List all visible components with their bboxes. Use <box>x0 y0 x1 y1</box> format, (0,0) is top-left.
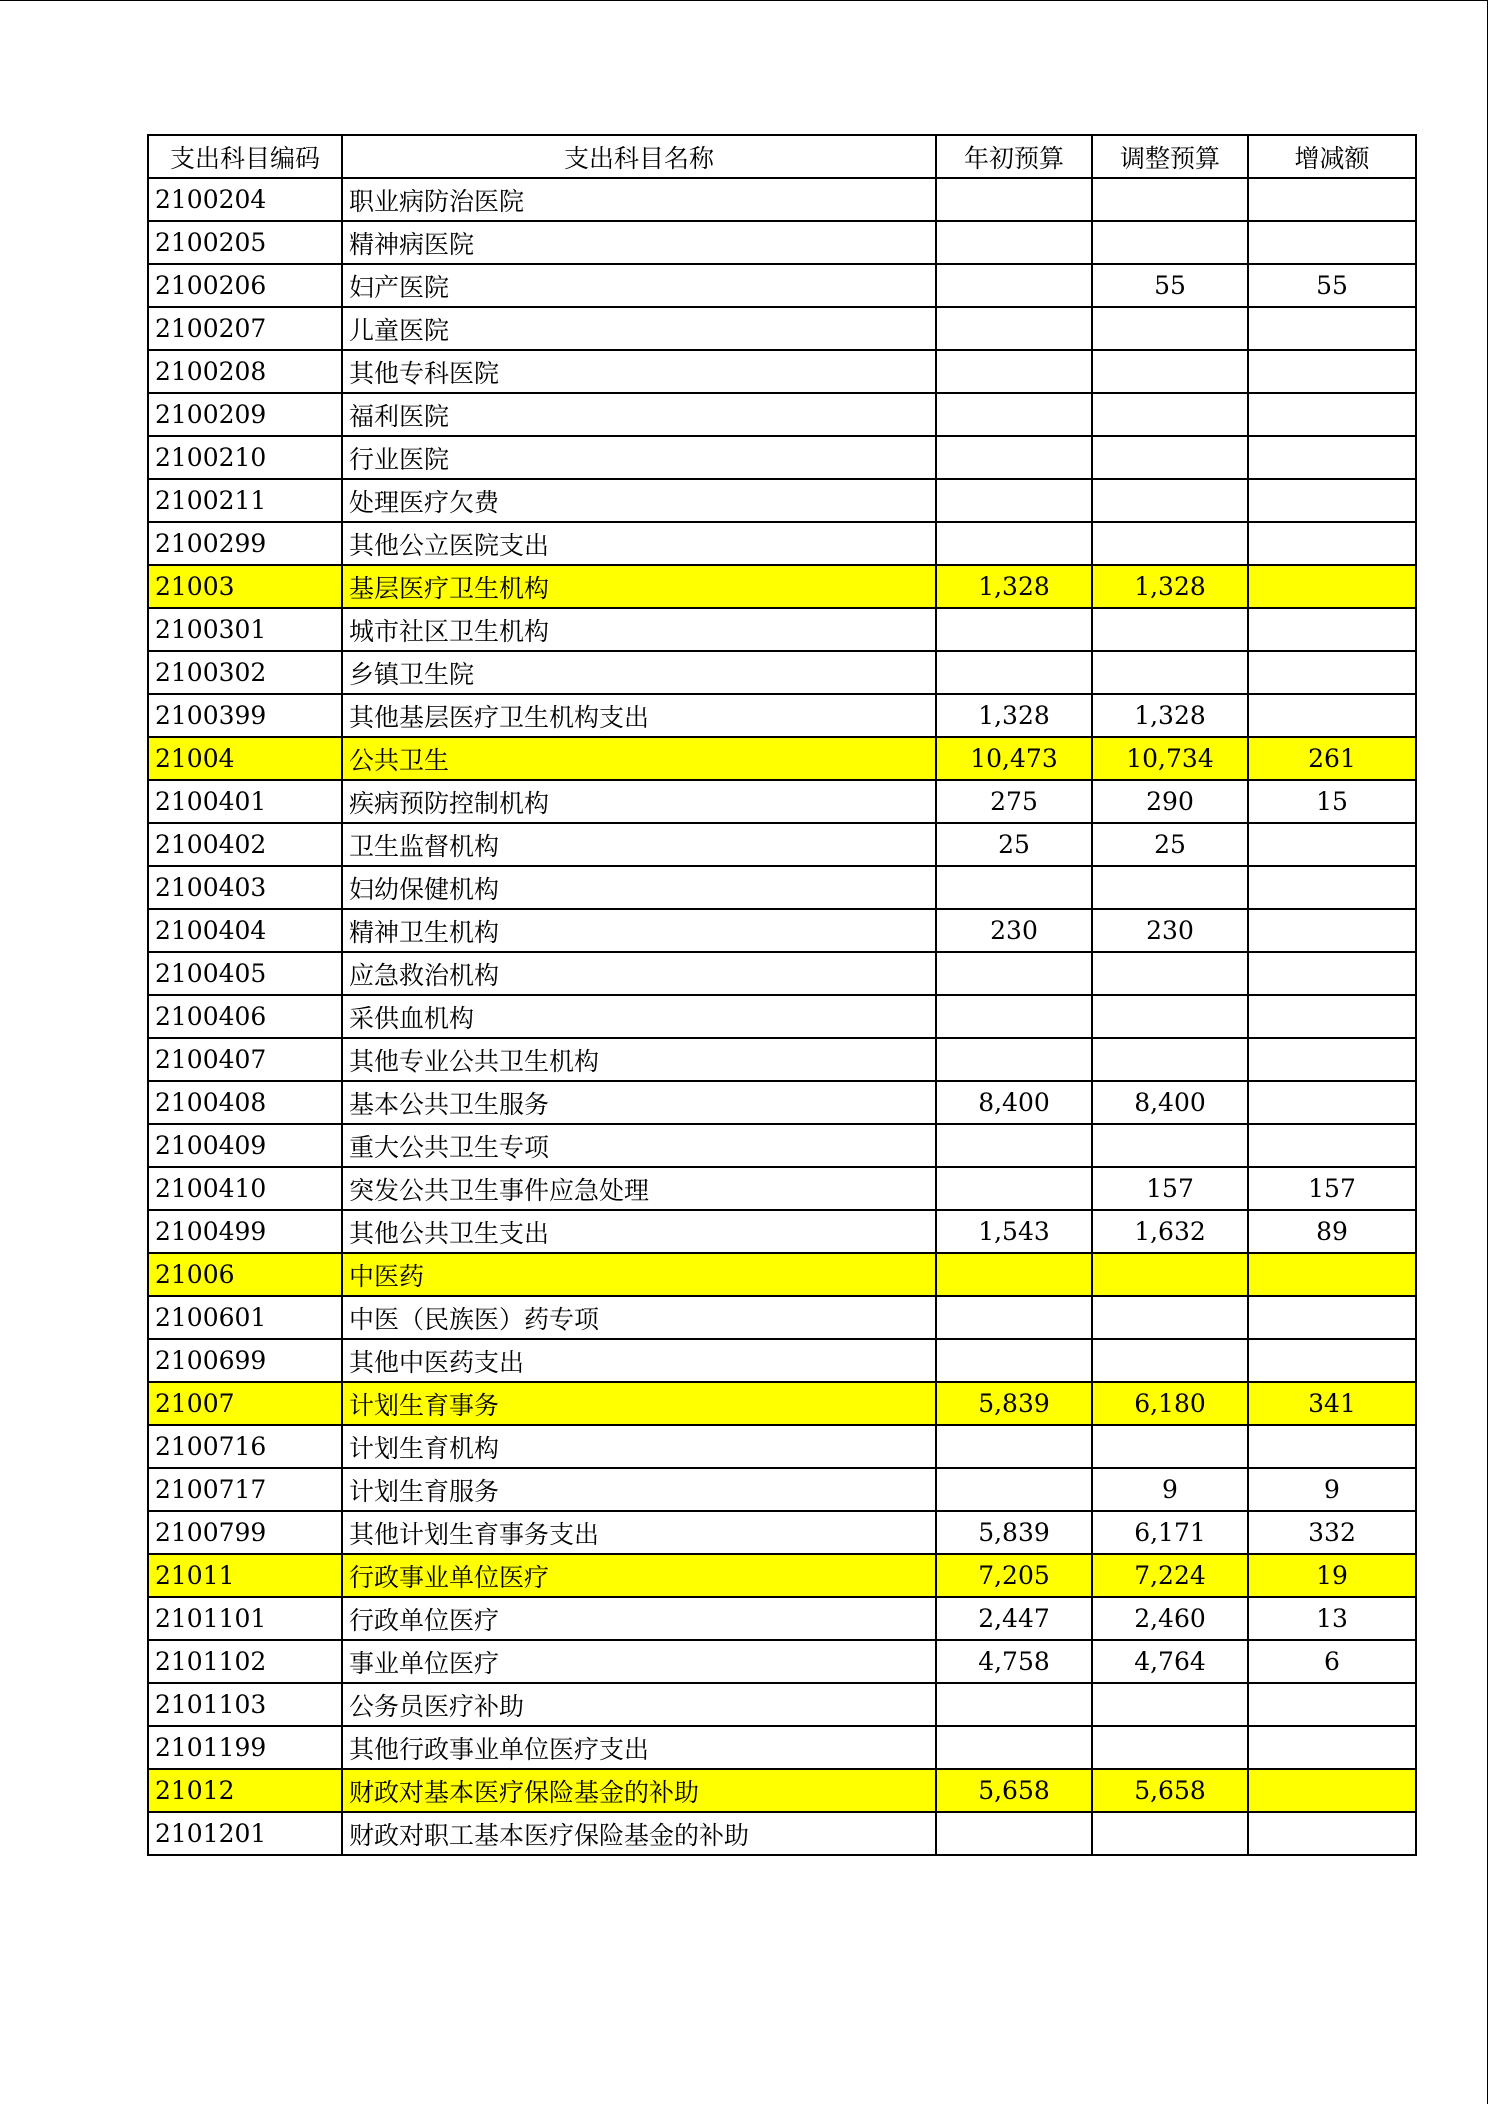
cell-adjusted-budget: 1,328 <box>1092 565 1248 608</box>
header-code: 支出科目编码 <box>148 135 342 178</box>
cell-change <box>1248 393 1416 436</box>
cell-change <box>1248 866 1416 909</box>
cell-adjusted-budget <box>1092 651 1248 694</box>
cell-adjusted-budget: 2,460 <box>1092 1597 1248 1640</box>
cell-change <box>1248 436 1416 479</box>
cell-code: 21006 <box>148 1253 342 1296</box>
cell-name: 计划生育事务 <box>342 1382 936 1425</box>
table-row <box>148 1468 1416 1511</box>
cell-name: 基本公共卫生服务 <box>342 1081 936 1124</box>
cell-adjusted-budget: 1,632 <box>1092 1210 1248 1253</box>
cell-change: 19 <box>1248 1554 1416 1597</box>
cell-code: 2100210 <box>148 436 342 479</box>
cell-initial-budget: 1,328 <box>936 565 1092 608</box>
table-row <box>148 823 1416 866</box>
table-row <box>148 995 1416 1038</box>
cell-name: 处理医疗欠费 <box>342 479 936 522</box>
cell-change <box>1248 1769 1416 1812</box>
cell-code: 2100301 <box>148 608 342 651</box>
cell-code: 2100405 <box>148 952 342 995</box>
cell-change <box>1248 1683 1416 1726</box>
cell-change <box>1248 995 1416 1038</box>
table-row <box>148 1081 1416 1124</box>
cell-initial-budget: 275 <box>936 780 1092 823</box>
cell-name: 中医药 <box>342 1253 936 1296</box>
table-body <box>148 178 1416 1855</box>
cell-adjusted-budget: 6,171 <box>1092 1511 1248 1554</box>
page-border-top <box>0 0 1488 1</box>
cell-initial-budget <box>936 393 1092 436</box>
cell-code: 2100399 <box>148 694 342 737</box>
table-row-category <box>148 1253 1416 1296</box>
cell-name: 精神卫生机构 <box>342 909 936 952</box>
table-row <box>148 608 1416 651</box>
table-row <box>148 350 1416 393</box>
cell-code: 2100799 <box>148 1511 342 1554</box>
cell-change <box>1248 1425 1416 1468</box>
cell-adjusted-budget <box>1092 1339 1248 1382</box>
cell-change: 157 <box>1248 1167 1416 1210</box>
cell-code: 2100409 <box>148 1124 342 1167</box>
cell-name: 行业医院 <box>342 436 936 479</box>
table-row <box>148 1511 1416 1554</box>
cell-name: 计划生育服务 <box>342 1468 936 1511</box>
cell-change <box>1248 1124 1416 1167</box>
header-change: 增减额 <box>1248 135 1416 178</box>
cell-adjusted-budget: 157 <box>1092 1167 1248 1210</box>
cell-adjusted-budget: 9 <box>1092 1468 1248 1511</box>
header-row <box>148 135 1416 178</box>
cell-initial-budget <box>936 608 1092 651</box>
cell-adjusted-budget: 5,658 <box>1092 1769 1248 1812</box>
cell-initial-budget: 5,839 <box>936 1511 1092 1554</box>
cell-change: 89 <box>1248 1210 1416 1253</box>
cell-name: 其他公共卫生支出 <box>342 1210 936 1253</box>
table-row <box>148 307 1416 350</box>
budget-table <box>147 134 1417 1856</box>
cell-initial-budget <box>936 1683 1092 1726</box>
table-row <box>148 651 1416 694</box>
cell-code: 2101103 <box>148 1683 342 1726</box>
cell-initial-budget <box>936 952 1092 995</box>
cell-code: 21012 <box>148 1769 342 1812</box>
cell-change <box>1248 608 1416 651</box>
table-row-category <box>148 1554 1416 1597</box>
table-row <box>148 479 1416 522</box>
cell-adjusted-budget <box>1092 1812 1248 1855</box>
cell-initial-budget: 4,758 <box>936 1640 1092 1683</box>
cell-code: 21007 <box>148 1382 342 1425</box>
table-row <box>148 1038 1416 1081</box>
cell-change: 332 <box>1248 1511 1416 1554</box>
cell-code: 2100206 <box>148 264 342 307</box>
table-row <box>148 1210 1416 1253</box>
cell-code: 2101199 <box>148 1726 342 1769</box>
cell-code: 2100204 <box>148 178 342 221</box>
cell-change <box>1248 1726 1416 1769</box>
cell-initial-budget <box>936 651 1092 694</box>
cell-code: 2100207 <box>148 307 342 350</box>
cell-initial-budget <box>936 350 1092 393</box>
table-row <box>148 780 1416 823</box>
cell-adjusted-budget <box>1092 1296 1248 1339</box>
cell-adjusted-budget <box>1092 1124 1248 1167</box>
table-row <box>148 694 1416 737</box>
cell-change: 55 <box>1248 264 1416 307</box>
cell-code: 2100410 <box>148 1167 342 1210</box>
cell-code: 2101102 <box>148 1640 342 1683</box>
cell-code: 21011 <box>148 1554 342 1597</box>
cell-name: 疾病预防控制机构 <box>342 780 936 823</box>
cell-change <box>1248 1812 1416 1855</box>
cell-change <box>1248 1296 1416 1339</box>
table-row <box>148 178 1416 221</box>
cell-change <box>1248 1038 1416 1081</box>
cell-name: 行政事业单位医疗 <box>342 1554 936 1597</box>
cell-name: 财政对职工基本医疗保险基金的补助 <box>342 1812 936 1855</box>
cell-name: 精神病医院 <box>342 221 936 264</box>
cell-adjusted-budget: 290 <box>1092 780 1248 823</box>
table-row <box>148 1124 1416 1167</box>
table-row <box>148 1683 1416 1726</box>
cell-name: 妇幼保健机构 <box>342 866 936 909</box>
cell-name: 计划生育机构 <box>342 1425 936 1468</box>
cell-adjusted-budget: 230 <box>1092 909 1248 952</box>
table-row <box>148 264 1416 307</box>
cell-initial-budget <box>936 479 1092 522</box>
cell-adjusted-budget <box>1092 393 1248 436</box>
cell-code: 2100699 <box>148 1339 342 1382</box>
cell-initial-budget <box>936 178 1092 221</box>
table-row <box>148 1167 1416 1210</box>
cell-initial-budget <box>936 995 1092 1038</box>
cell-initial-budget <box>936 221 1092 264</box>
cell-code: 2100407 <box>148 1038 342 1081</box>
cell-change: 261 <box>1248 737 1416 780</box>
cell-initial-budget <box>936 1726 1092 1769</box>
cell-adjusted-budget: 4,764 <box>1092 1640 1248 1683</box>
table-row <box>148 221 1416 264</box>
cell-code: 21004 <box>148 737 342 780</box>
cell-initial-budget: 10,473 <box>936 737 1092 780</box>
cell-change <box>1248 565 1416 608</box>
cell-code: 21003 <box>148 565 342 608</box>
cell-name: 事业单位医疗 <box>342 1640 936 1683</box>
cell-name: 公务员医疗补助 <box>342 1683 936 1726</box>
cell-initial-budget: 230 <box>936 909 1092 952</box>
cell-name: 城市社区卫生机构 <box>342 608 936 651</box>
cell-name: 儿童医院 <box>342 307 936 350</box>
table-row <box>148 436 1416 479</box>
header-initial-budget: 年初预算 <box>936 135 1092 178</box>
cell-initial-budget: 5,658 <box>936 1769 1092 1812</box>
cell-initial-budget <box>936 522 1092 565</box>
table-row <box>148 1597 1416 1640</box>
cell-code: 2100299 <box>148 522 342 565</box>
cell-initial-budget: 5,839 <box>936 1382 1092 1425</box>
table-row <box>148 1296 1416 1339</box>
cell-name: 妇产医院 <box>342 264 936 307</box>
cell-code: 2100205 <box>148 221 342 264</box>
cell-change <box>1248 952 1416 995</box>
cell-initial-budget <box>936 436 1092 479</box>
cell-change <box>1248 522 1416 565</box>
cell-code: 2100404 <box>148 909 342 952</box>
cell-initial-budget <box>936 1468 1092 1511</box>
cell-name: 其他行政事业单位医疗支出 <box>342 1726 936 1769</box>
cell-name: 其他计划生育事务支出 <box>342 1511 936 1554</box>
cell-change <box>1248 1253 1416 1296</box>
cell-code: 2100211 <box>148 479 342 522</box>
table-row-category <box>148 565 1416 608</box>
table-row-category <box>148 1382 1416 1425</box>
table-row-category <box>148 737 1416 780</box>
cell-adjusted-budget: 8,400 <box>1092 1081 1248 1124</box>
cell-adjusted-budget <box>1092 952 1248 995</box>
cell-code: 2100209 <box>148 393 342 436</box>
cell-code: 2100402 <box>148 823 342 866</box>
table-row-category <box>148 1769 1416 1812</box>
cell-change: 9 <box>1248 1468 1416 1511</box>
cell-adjusted-budget <box>1092 1726 1248 1769</box>
cell-adjusted-budget: 55 <box>1092 264 1248 307</box>
cell-code: 2100208 <box>148 350 342 393</box>
cell-adjusted-budget <box>1092 1253 1248 1296</box>
table-row <box>148 1640 1416 1683</box>
cell-code: 2101101 <box>148 1597 342 1640</box>
cell-initial-budget <box>936 1038 1092 1081</box>
cell-name: 采供血机构 <box>342 995 936 1038</box>
cell-adjusted-budget <box>1092 522 1248 565</box>
cell-code: 2100408 <box>148 1081 342 1124</box>
table-row <box>148 1812 1416 1855</box>
cell-name: 财政对基本医疗保险基金的补助 <box>342 1769 936 1812</box>
table-row <box>148 1726 1416 1769</box>
header-adjusted-budget: 调整预算 <box>1092 135 1248 178</box>
cell-change <box>1248 221 1416 264</box>
cell-name: 其他中医药支出 <box>342 1339 936 1382</box>
cell-name: 基层医疗卫生机构 <box>342 565 936 608</box>
cell-code: 2100601 <box>148 1296 342 1339</box>
cell-change <box>1248 178 1416 221</box>
cell-name: 福利医院 <box>342 393 936 436</box>
cell-initial-budget: 1,328 <box>936 694 1092 737</box>
cell-code: 2100406 <box>148 995 342 1038</box>
cell-initial-budget <box>936 1253 1092 1296</box>
cell-name: 卫生监督机构 <box>342 823 936 866</box>
cell-adjusted-budget <box>1092 608 1248 651</box>
cell-initial-budget: 2,447 <box>936 1597 1092 1640</box>
cell-adjusted-budget: 7,224 <box>1092 1554 1248 1597</box>
cell-initial-budget <box>936 307 1092 350</box>
cell-initial-budget <box>936 1167 1092 1210</box>
table-row <box>148 393 1416 436</box>
cell-initial-budget <box>936 1296 1092 1339</box>
cell-initial-budget: 8,400 <box>936 1081 1092 1124</box>
cell-initial-budget <box>936 264 1092 307</box>
cell-name: 其他基层医疗卫生机构支出 <box>342 694 936 737</box>
header-name: 支出科目名称 <box>342 135 936 178</box>
cell-name: 其他专科医院 <box>342 350 936 393</box>
cell-adjusted-budget <box>1092 307 1248 350</box>
cell-code: 2100716 <box>148 1425 342 1468</box>
table-row <box>148 1425 1416 1468</box>
cell-name: 突发公共卫生事件应急处理 <box>342 1167 936 1210</box>
cell-code: 2100717 <box>148 1468 342 1511</box>
cell-code: 2101201 <box>148 1812 342 1855</box>
cell-change <box>1248 823 1416 866</box>
cell-adjusted-budget: 6,180 <box>1092 1382 1248 1425</box>
table-row <box>148 522 1416 565</box>
cell-initial-budget <box>936 1425 1092 1468</box>
cell-adjusted-budget <box>1092 221 1248 264</box>
cell-code: 2100403 <box>148 866 342 909</box>
cell-adjusted-budget <box>1092 436 1248 479</box>
cell-adjusted-budget <box>1092 1425 1248 1468</box>
cell-name: 乡镇卫生院 <box>342 651 936 694</box>
cell-initial-budget: 1,543 <box>936 1210 1092 1253</box>
cell-name: 公共卫生 <box>342 737 936 780</box>
cell-name: 其他专业公共卫生机构 <box>342 1038 936 1081</box>
cell-name: 重大公共卫生专项 <box>342 1124 936 1167</box>
cell-name: 行政单位医疗 <box>342 1597 936 1640</box>
table-row <box>148 909 1416 952</box>
cell-change <box>1248 350 1416 393</box>
cell-adjusted-budget <box>1092 1038 1248 1081</box>
cell-change: 15 <box>1248 780 1416 823</box>
cell-adjusted-budget <box>1092 995 1248 1038</box>
cell-adjusted-budget: 25 <box>1092 823 1248 866</box>
cell-initial-budget <box>936 1339 1092 1382</box>
cell-change: 13 <box>1248 1597 1416 1640</box>
cell-initial-budget <box>936 866 1092 909</box>
cell-change <box>1248 651 1416 694</box>
cell-adjusted-budget: 10,734 <box>1092 737 1248 780</box>
cell-name: 职业病防治医院 <box>342 178 936 221</box>
table-row <box>148 866 1416 909</box>
cell-name: 中医（民族医）药专项 <box>342 1296 936 1339</box>
table-row <box>148 1339 1416 1382</box>
cell-adjusted-budget <box>1092 1683 1248 1726</box>
cell-adjusted-budget <box>1092 350 1248 393</box>
cell-name: 其他公立医院支出 <box>342 522 936 565</box>
cell-change <box>1248 307 1416 350</box>
cell-initial-budget <box>936 1812 1092 1855</box>
cell-initial-budget: 7,205 <box>936 1554 1092 1597</box>
cell-change <box>1248 479 1416 522</box>
cell-name: 应急救治机构 <box>342 952 936 995</box>
cell-adjusted-budget: 1,328 <box>1092 694 1248 737</box>
cell-code: 2100302 <box>148 651 342 694</box>
cell-adjusted-budget <box>1092 479 1248 522</box>
cell-change <box>1248 909 1416 952</box>
cell-initial-budget <box>936 1124 1092 1167</box>
cell-code: 2100401 <box>148 780 342 823</box>
cell-change <box>1248 1081 1416 1124</box>
cell-change <box>1248 694 1416 737</box>
cell-change: 6 <box>1248 1640 1416 1683</box>
cell-initial-budget: 25 <box>936 823 1092 866</box>
cell-code: 2100499 <box>148 1210 342 1253</box>
cell-change <box>1248 1339 1416 1382</box>
cell-change: 341 <box>1248 1382 1416 1425</box>
table-row <box>148 952 1416 995</box>
cell-adjusted-budget <box>1092 178 1248 221</box>
cell-adjusted-budget <box>1092 866 1248 909</box>
